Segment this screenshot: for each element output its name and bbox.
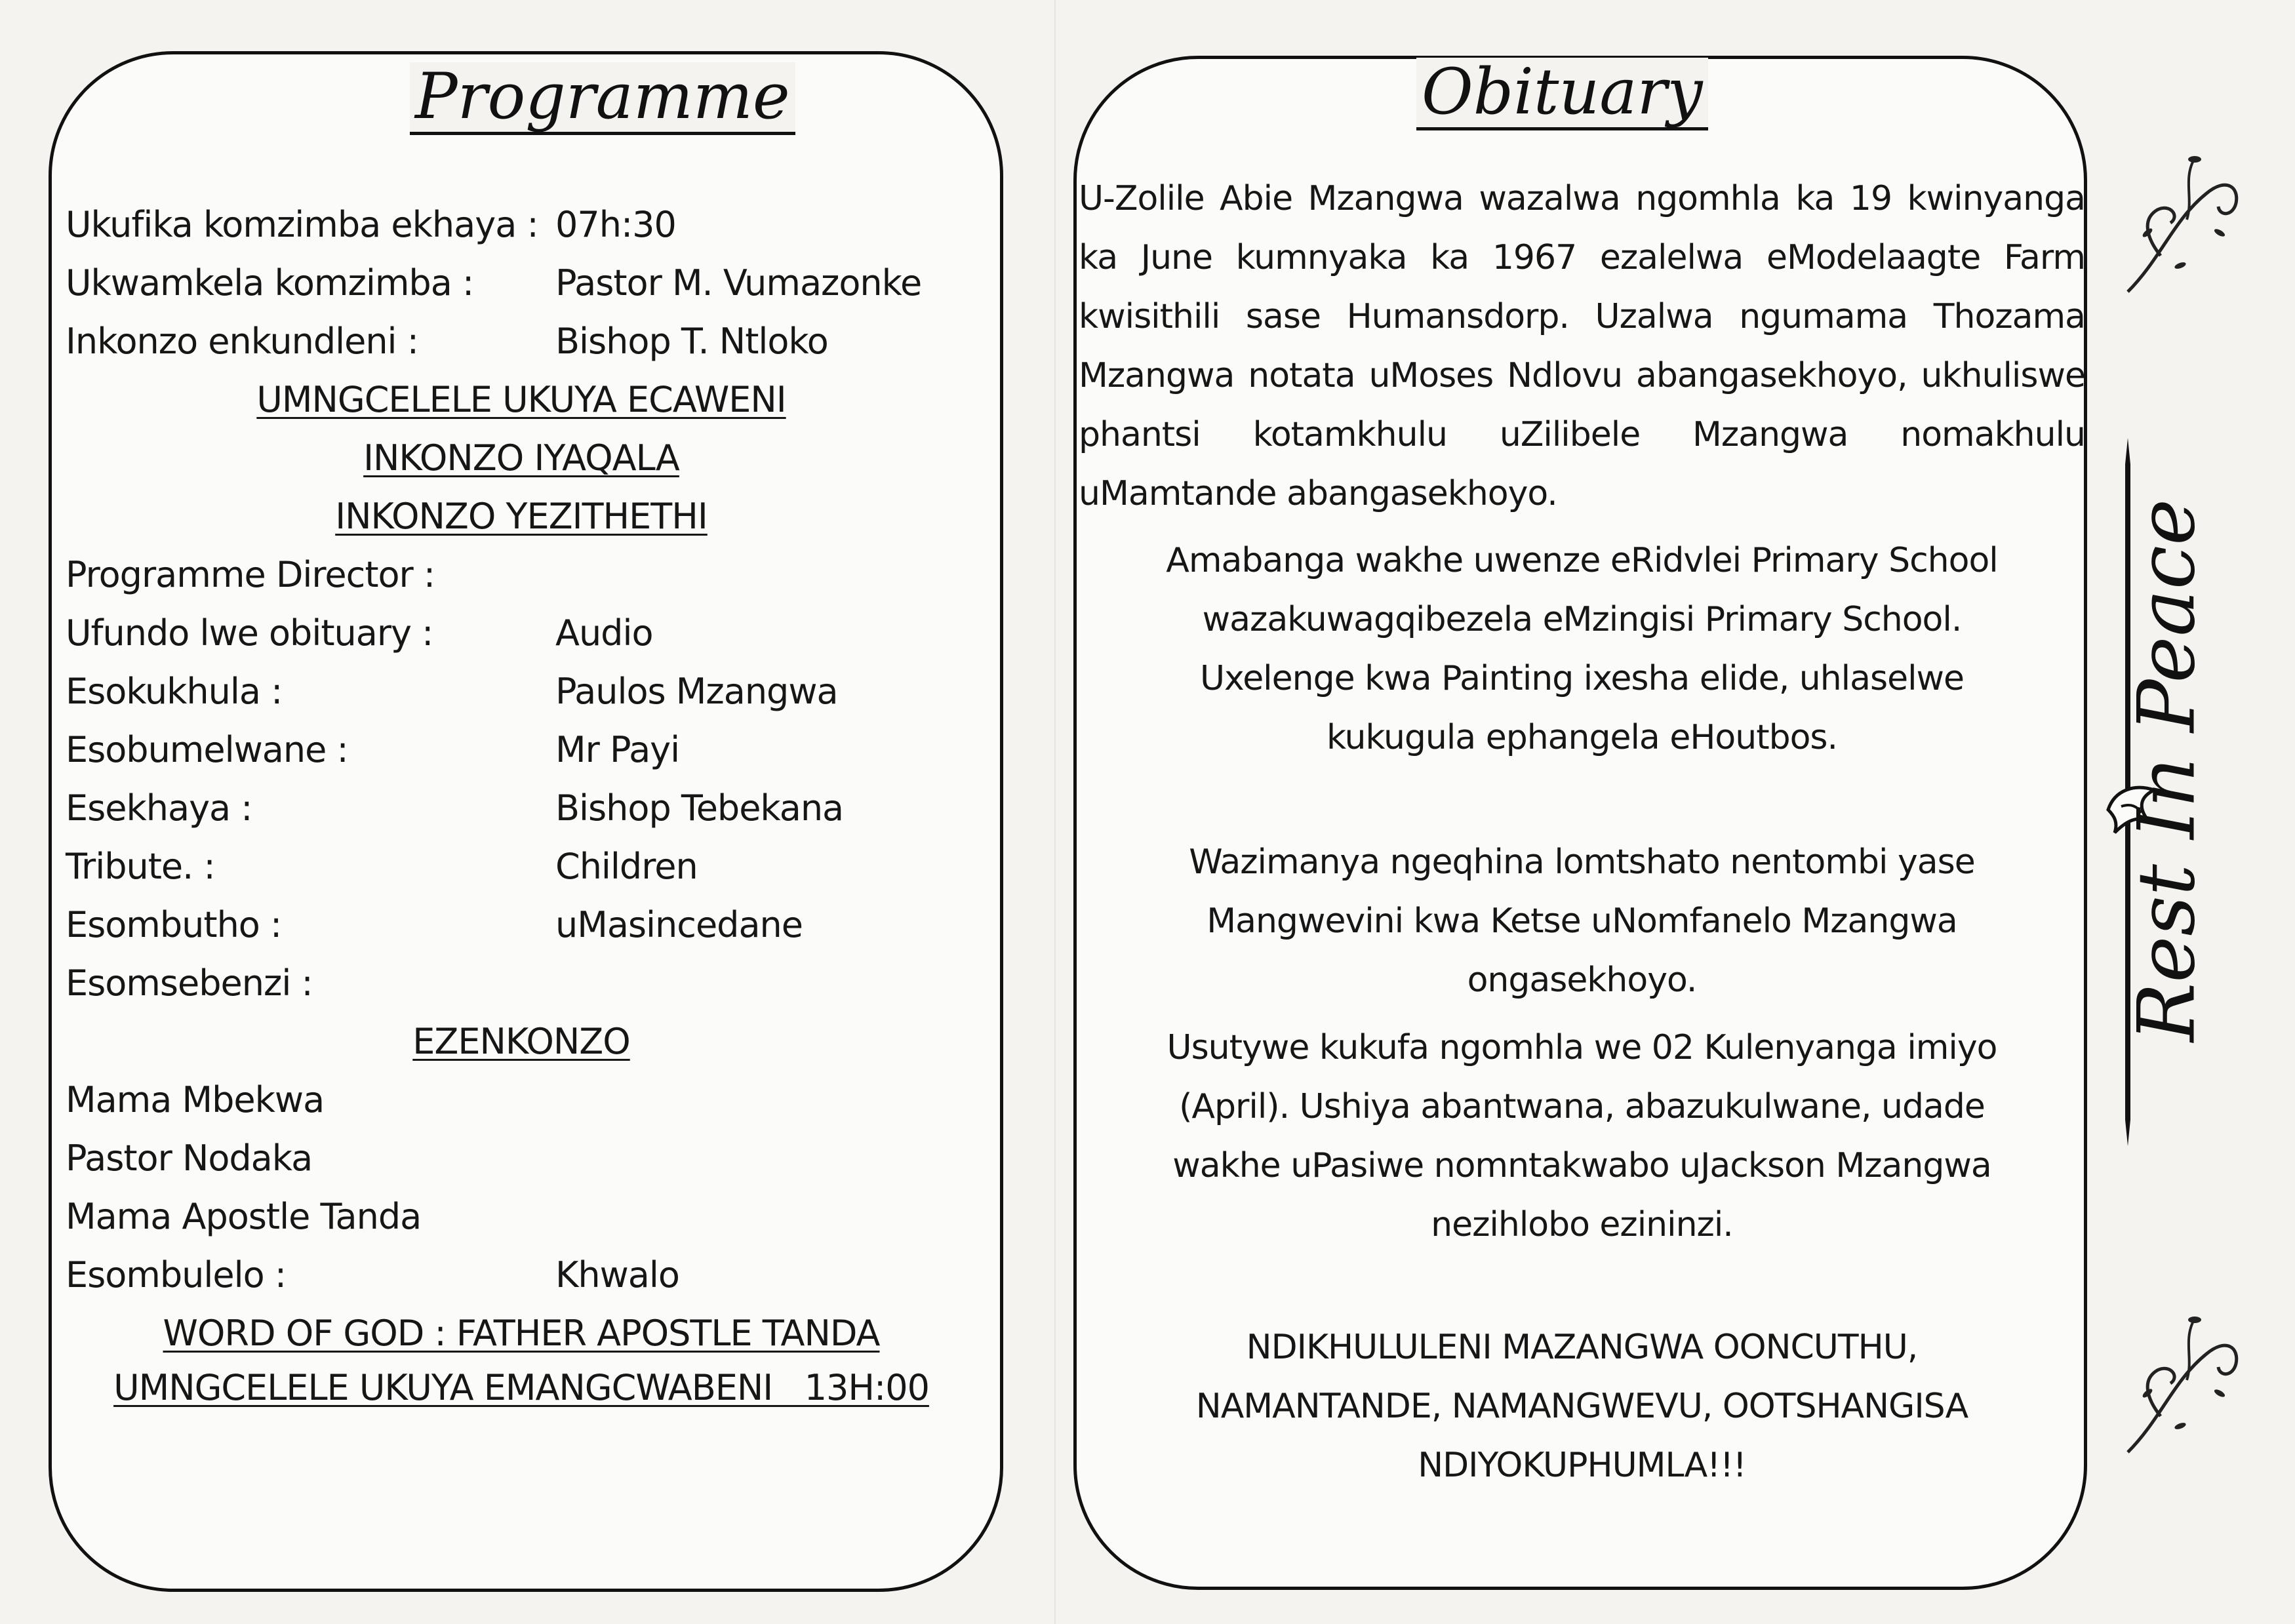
row-label: Esekhaya : [66, 787, 252, 829]
floral-swirl-icon [2121, 141, 2246, 298]
word-of-god: WORD OF GOD : FATHER APOSTLE TANDA [163, 1313, 880, 1354]
row-value: Bishop T. Ntloko [555, 321, 828, 362]
row-label: Esombutho : [66, 904, 282, 945]
row-value: Children [555, 846, 698, 887]
row-value: Bishop Tebekana [555, 787, 844, 829]
row-value: Pastor M. Vumazonke [555, 262, 922, 304]
obituary-closing: NDIKHULULENI MAZANGWA OONCUTHU, NAMANTANDE, NAMANGWEVU, OOTSHANGISA NDIYOKUPHUMLA!!! [1195, 1328, 1968, 1485]
row-label: Ufundo lwe obituary : [66, 612, 433, 654]
section-heading: UMNGCELELE UKUYA ECAWENI [256, 379, 786, 420]
page-fold [1054, 0, 1056, 1624]
row-label: Inkonzo enkundleni : [66, 321, 418, 362]
obituary-paragraph: Wazimanya ngeqhina lomtshato nentombi yase Mangwevini kwa Ketse uNomfanelo Mzangwa ongasekhoyo. [1189, 842, 1975, 1000]
ezenkonzo-heading: EZENKONZO [412, 1021, 630, 1062]
row-label: Ukufika komzimba ekhaya : [66, 204, 538, 245]
programme-heading: Programme [410, 62, 795, 135]
section-heading: INKONZO YEZITHETHI [335, 496, 708, 537]
row-label: Ukwamkela komzimba : [66, 262, 474, 304]
row-value: Audio [555, 612, 653, 654]
procession-to-cemetery: UMNGCELELE UKUYA EMANGCWABENI 13H:00 [113, 1367, 929, 1408]
section-heading: INKONZO IYAQALA [363, 437, 679, 479]
row-value: uMasincedane [555, 904, 803, 945]
obituary-paragraph: U-Zolile Abie Mzangwa wazalwa ngomhla ka 19 kwinyanga ka June kumnyaka ka 1967 ezalelwa eModelaagte Farm kwisithili sase Humansdorp. Uzalwa ngumama Thozama Mzangwa notata uMoses Ndlovu abangasekhoyo, ukhuliswe phantsi kotamkhulu uZilibele Mzangwa nomakhulu uMamtande abangasekhoyo. [1079, 179, 2085, 513]
obituary-paragraph: Amabanga wakhe uwenze eRidvlei Primary School wazakuwagqibezela eMzingisi Primary School. Uxelenge kwa Painting ixesha elide, uhlaselwe kukugula ephangela eHoutbos. [1166, 541, 1998, 757]
obituary-paragraph: Usutywe kukufa ngomhla we 02 Kulenyanga imiyo (April). Ushiya abantwana, abazukulwane, udade wakhe uPasiwe nomntakwabo uJackson Mzangwa nezihlobo ezininzi. [1167, 1028, 1997, 1244]
row-value: Mr Payi [555, 729, 680, 770]
row-value: 07h:30 [555, 204, 676, 245]
row-label: Tribute. : [66, 846, 215, 887]
row-label: Esomsebenzi : [66, 962, 313, 1004]
obituary-heading: Obituary [1416, 58, 1708, 130]
floral-swirl-icon [2121, 1301, 2246, 1459]
row-label: Programme Director : [66, 554, 435, 595]
row-label: Esokukhula : [66, 671, 283, 712]
row-value: Khwalo [555, 1254, 679, 1296]
row-value: Paulos Mzangwa [555, 671, 838, 712]
rest-in-peace-text: Rest In Peace [2121, 498, 2213, 1042]
row-label: Esombulelo : [66, 1254, 287, 1296]
row-label: Esobumelwane : [66, 729, 348, 770]
